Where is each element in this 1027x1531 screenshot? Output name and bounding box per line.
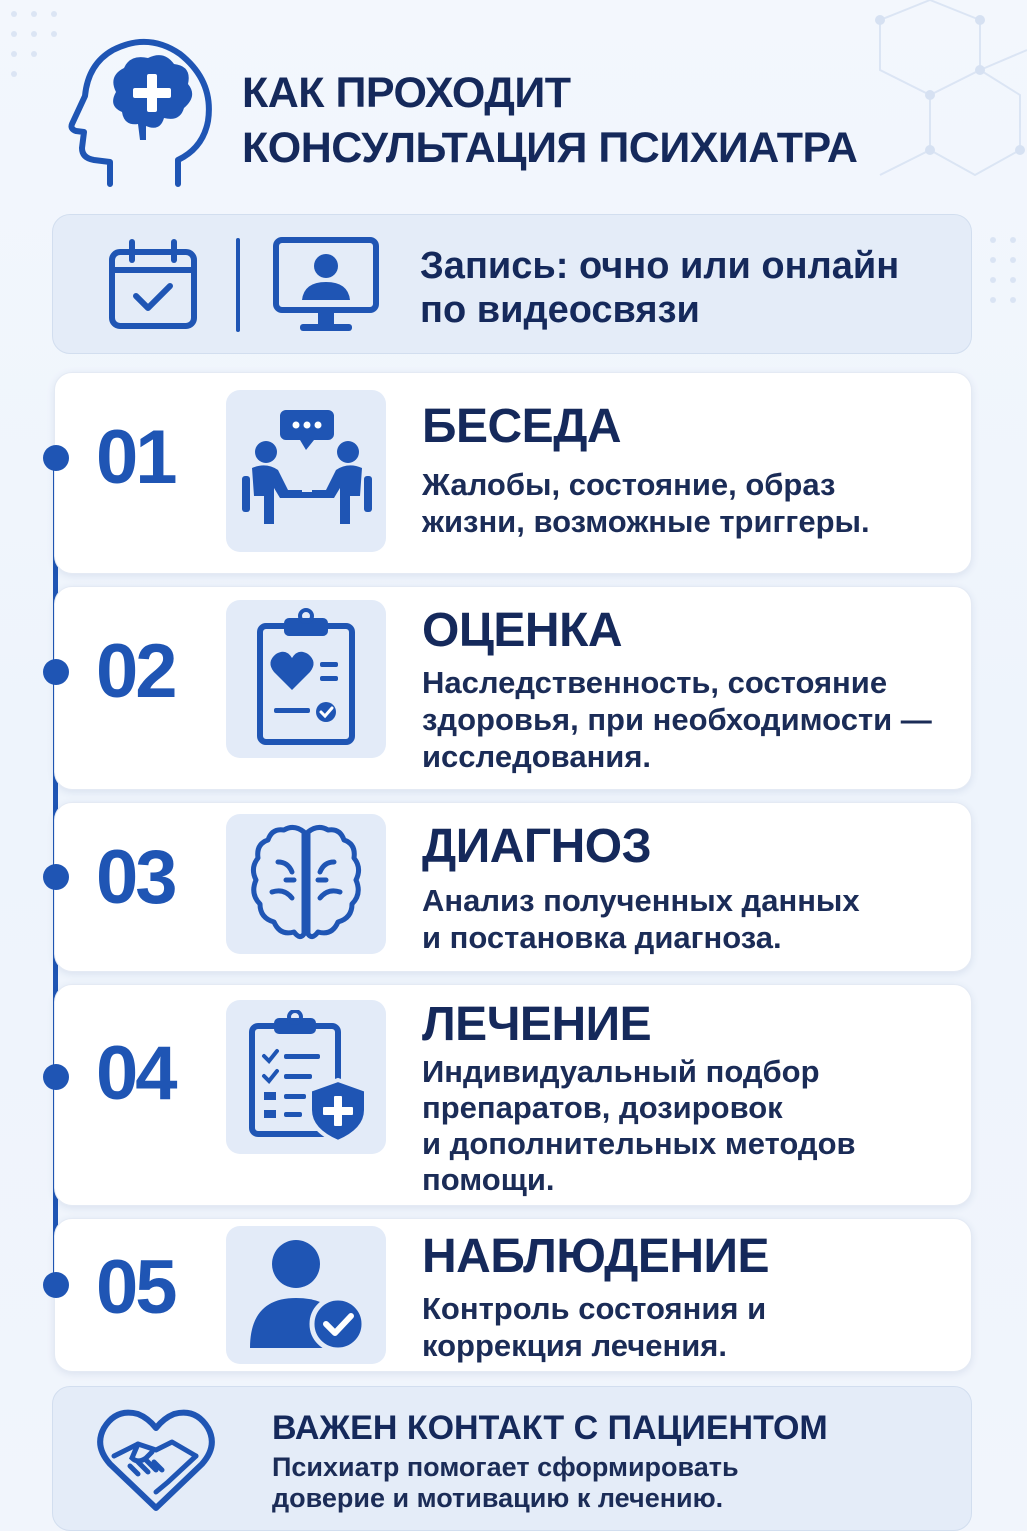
page-title (242, 66, 857, 176)
step-number-1: 01 (96, 415, 175, 500)
booking-line-2: по видеосвязи (420, 289, 700, 331)
checklist-shield-icon (246, 1010, 370, 1144)
step-5-line-1: Контроль состояния и (422, 1291, 767, 1326)
step-1-line-1: Жалобы, состояние, образ (422, 467, 836, 502)
step-4-line-4: помощи. (422, 1162, 555, 1197)
step-2-line-1: Наследственность, состояние (422, 665, 888, 700)
step-number-5: 05 (96, 1245, 175, 1330)
step-title-3: ДИАГНОЗ (422, 820, 652, 873)
step-4-line-2: препаратов, дозировок (422, 1090, 783, 1125)
footer-description (272, 1452, 739, 1514)
step-number-3: 03 (96, 835, 175, 920)
timeline-dot-2 (43, 659, 69, 685)
step-icon-tile-3 (226, 814, 386, 954)
booking-divider (236, 238, 240, 332)
booking-text (420, 244, 899, 332)
step-number-2: 02 (96, 629, 175, 714)
heart-handshake-icon (94, 1404, 218, 1516)
step-icon-tile-4 (226, 1000, 386, 1154)
step-1-line-2: жизни, возможные триггеры. (422, 504, 870, 539)
monitor-person-icon (272, 236, 380, 336)
step-title-2: ОЦЕНКА (422, 604, 623, 657)
footer-line-2: доверие и мотивацию к лечению. (272, 1483, 724, 1513)
head-brain-plus-icon (68, 36, 218, 192)
step-title-4: ЛЕЧЕНИЕ (422, 998, 652, 1051)
step-number-4: 04 (96, 1031, 175, 1116)
step-icon-tile-5 (226, 1226, 386, 1364)
person-check-icon (246, 1236, 370, 1356)
footer-line-1: Психиатр помогает сформировать (272, 1452, 739, 1482)
title-line-2: КОНСУЛЬТАЦИЯ ПСИХИАТРА (242, 124, 858, 172)
step-4-line-1: Индивидуальный подбор (422, 1054, 820, 1089)
step-icon-tile-2 (226, 600, 386, 758)
step-title-1: БЕСЕДА (422, 400, 622, 453)
step-2-line-2: здоровья, при необходимости — (422, 702, 932, 737)
step-3-line-2: и постановка диагноза. (422, 920, 782, 955)
step-description-4 (422, 1054, 856, 1198)
step-3-line-1: Анализ полученных данных (422, 883, 860, 918)
step-2-line-3: исследования. (422, 739, 652, 774)
clipboard-heart-icon (254, 608, 358, 748)
timeline-dot-5 (43, 1272, 69, 1298)
timeline-dot-4 (43, 1064, 69, 1090)
calendar-check-icon (106, 238, 200, 332)
step-5-line-2: коррекция лечения. (422, 1328, 727, 1363)
step-description-2 (422, 664, 932, 775)
timeline-dot-3 (43, 864, 69, 890)
title-line-1: КАК ПРОХОДИТ (242, 69, 571, 117)
brain-icon (248, 822, 364, 946)
step-description-3 (422, 882, 860, 956)
step-description-5 (422, 1290, 766, 1364)
timeline-dot-1 (43, 445, 69, 471)
step-title-5: НАБЛЮДЕНИЕ (422, 1230, 770, 1283)
step-description-1 (422, 466, 870, 540)
footer-title: ВАЖЕН КОНТАКТ С ПАЦИЕНТОМ (272, 1409, 828, 1447)
conversation-icon (240, 406, 372, 536)
booking-line-1: Запись: очно или онлайн (420, 245, 900, 287)
step-4-line-3: и дополнительных методов (422, 1126, 856, 1161)
step-icon-tile-1 (226, 390, 386, 552)
